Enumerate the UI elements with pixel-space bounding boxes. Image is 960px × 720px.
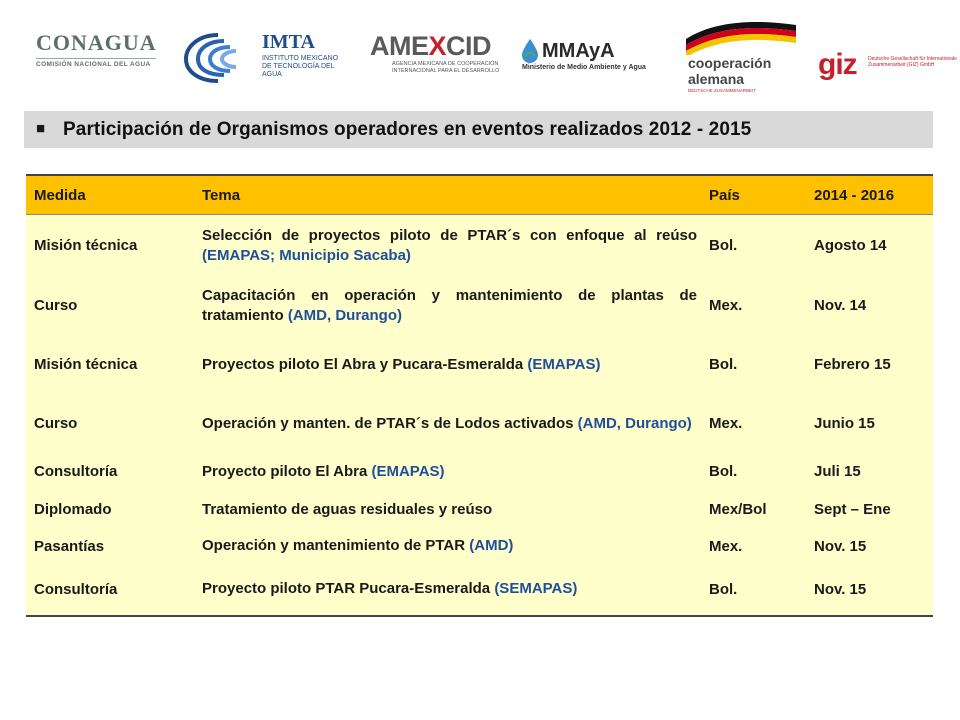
- tema-text: Proyecto piloto PTAR Pucara-Esmeralda: [202, 580, 491, 597]
- cell-pais: Mex.: [701, 395, 806, 453]
- tema-text: Proyectos piloto El Abra y Pucara-Esmeralda: [202, 355, 524, 373]
- cell-fecha: Junio 15: [806, 395, 933, 453]
- table-row: [26, 395, 933, 453]
- tema-org: (AMD): [469, 537, 514, 554]
- amexcid-name-x: X: [428, 31, 447, 61]
- conagua-subtitle: COMISIÓN NACIONAL DEL AGUA: [36, 58, 156, 68]
- giz-name: giz: [818, 48, 857, 81]
- tema-org: (EMAPAS): [527, 355, 601, 373]
- table-row: [26, 564, 933, 616]
- cell-pais: Mex.: [701, 529, 806, 564]
- mmaya-subtitle: Ministerio de Medio Ambiente y Agua: [522, 64, 646, 71]
- cell-pais: Mex.: [701, 277, 806, 335]
- cell-tema: [194, 529, 701, 564]
- amexcid-name-b: CID: [446, 31, 492, 61]
- cell-tema: [194, 564, 701, 616]
- tema-org: (EMAPAS): [371, 462, 445, 480]
- cell-medida: Curso: [26, 395, 194, 453]
- events-table: [26, 174, 933, 617]
- cell-fecha: Nov. 15: [806, 529, 933, 564]
- table-row: [26, 335, 933, 395]
- amexcid-logo: [370, 32, 505, 74]
- conagua-logo: [36, 30, 156, 68]
- cooperacion-alemana-logo: [680, 17, 800, 92]
- cell-fecha: Febrero 15: [806, 335, 933, 395]
- tema-text: Capacitación en operación y mantenimiento de plantas de tratamiento: [202, 286, 697, 324]
- cell-medida: Consultoría: [26, 564, 194, 616]
- imta-subtitle: INSTITUTO MEXICANO DE TECNOLOGÍA DEL AGUA: [262, 55, 339, 78]
- table-row: [26, 529, 933, 564]
- cell-tema: [194, 215, 701, 277]
- cooperacion-line1: cooperación: [688, 55, 772, 71]
- cell-fecha: Sept – Ene: [806, 491, 933, 529]
- cell-medida: Misión técnica: [26, 335, 194, 395]
- cell-pais: Mex/Bol: [701, 491, 806, 529]
- table-header-row: [26, 175, 933, 215]
- header-tema: Tema: [194, 175, 701, 215]
- title-bar: [24, 111, 933, 148]
- cell-medida: Misión técnica: [26, 215, 194, 277]
- header-pais: País: [701, 175, 806, 215]
- cooperacion-line3: DEUTSCHE ZUSAMMENARBEIT: [688, 88, 757, 93]
- table-row: [26, 491, 933, 529]
- tema-text: Selección de proyectos piloto de PTAR´s con enfoque al reúso: [202, 226, 697, 244]
- imta-name: IMTA: [262, 31, 315, 53]
- cell-fecha: Agosto 14: [806, 215, 933, 277]
- header-medida: Medida: [26, 175, 194, 215]
- table-row: [26, 453, 933, 491]
- cell-medida: Pasantías: [26, 529, 194, 564]
- amexcid-name-a: AME: [370, 31, 429, 61]
- page-title: Participación de Organismos operadores en eventos realizados 2012 - 2015: [63, 119, 752, 140]
- cell-medida: Curso: [26, 277, 194, 335]
- tema-text: Operación y mantenimiento de PTAR: [202, 537, 466, 554]
- cell-tema: [194, 335, 701, 395]
- tema-org: (AMD, Durango): [287, 306, 403, 324]
- german-flag-swoosh-icon: [684, 17, 799, 55]
- title-bullet: ■: [36, 120, 46, 137]
- tema-text: Operación y manten. de PTAR´s de Lodos activados: [202, 414, 574, 432]
- tema-org: (AMD, Durango): [577, 414, 692, 432]
- giz-subtitle: Deutsche Gesellschaft für Internationale Zusammenarbeit (GIZ) GmbH: [868, 56, 957, 68]
- tema-org: (EMAPAS; Municipio Sacaba): [202, 246, 411, 264]
- tema-org: (SEMAPAS): [494, 580, 578, 597]
- tema-text: Tratamiento de aguas residuales y reúso: [202, 500, 493, 518]
- cell-fecha: Nov. 15: [806, 564, 933, 616]
- cell-medida: Consultoría: [26, 453, 194, 491]
- amexcid-name: [370, 32, 505, 60]
- cell-fecha: Juli 15: [806, 453, 933, 491]
- cell-pais: Bol.: [701, 215, 806, 277]
- cell-pais: Bol.: [701, 564, 806, 616]
- imta-logo: [178, 27, 348, 87]
- header-periodo: 2014 - 2016: [806, 175, 933, 215]
- cell-tema: [194, 395, 701, 453]
- cell-tema: [194, 491, 701, 529]
- conagua-name: CONAGUA: [36, 30, 157, 55]
- cell-medida: Diplomado: [26, 491, 194, 529]
- cell-tema: [194, 453, 701, 491]
- table-row: [26, 277, 933, 335]
- tema-text: Proyecto piloto El Abra: [202, 462, 368, 480]
- water-drop-icon: [520, 38, 540, 64]
- cell-pais: Bol.: [701, 335, 806, 395]
- mmaya-name: MMAyA: [542, 40, 615, 62]
- cell-tema: [194, 277, 701, 335]
- logo-strip: [0, 0, 960, 105]
- imta-swirl-icon: [178, 27, 258, 87]
- cell-fecha: Nov. 14: [806, 277, 933, 335]
- cell-pais: Bol.: [701, 453, 806, 491]
- cooperacion-line2: alemana: [688, 71, 745, 87]
- amexcid-subtitle: AGENCIA MEXICANA DE COOPERACIÓN INTERNACIONAL PARA EL DESARROLLO: [392, 61, 500, 74]
- table-row: [26, 215, 933, 277]
